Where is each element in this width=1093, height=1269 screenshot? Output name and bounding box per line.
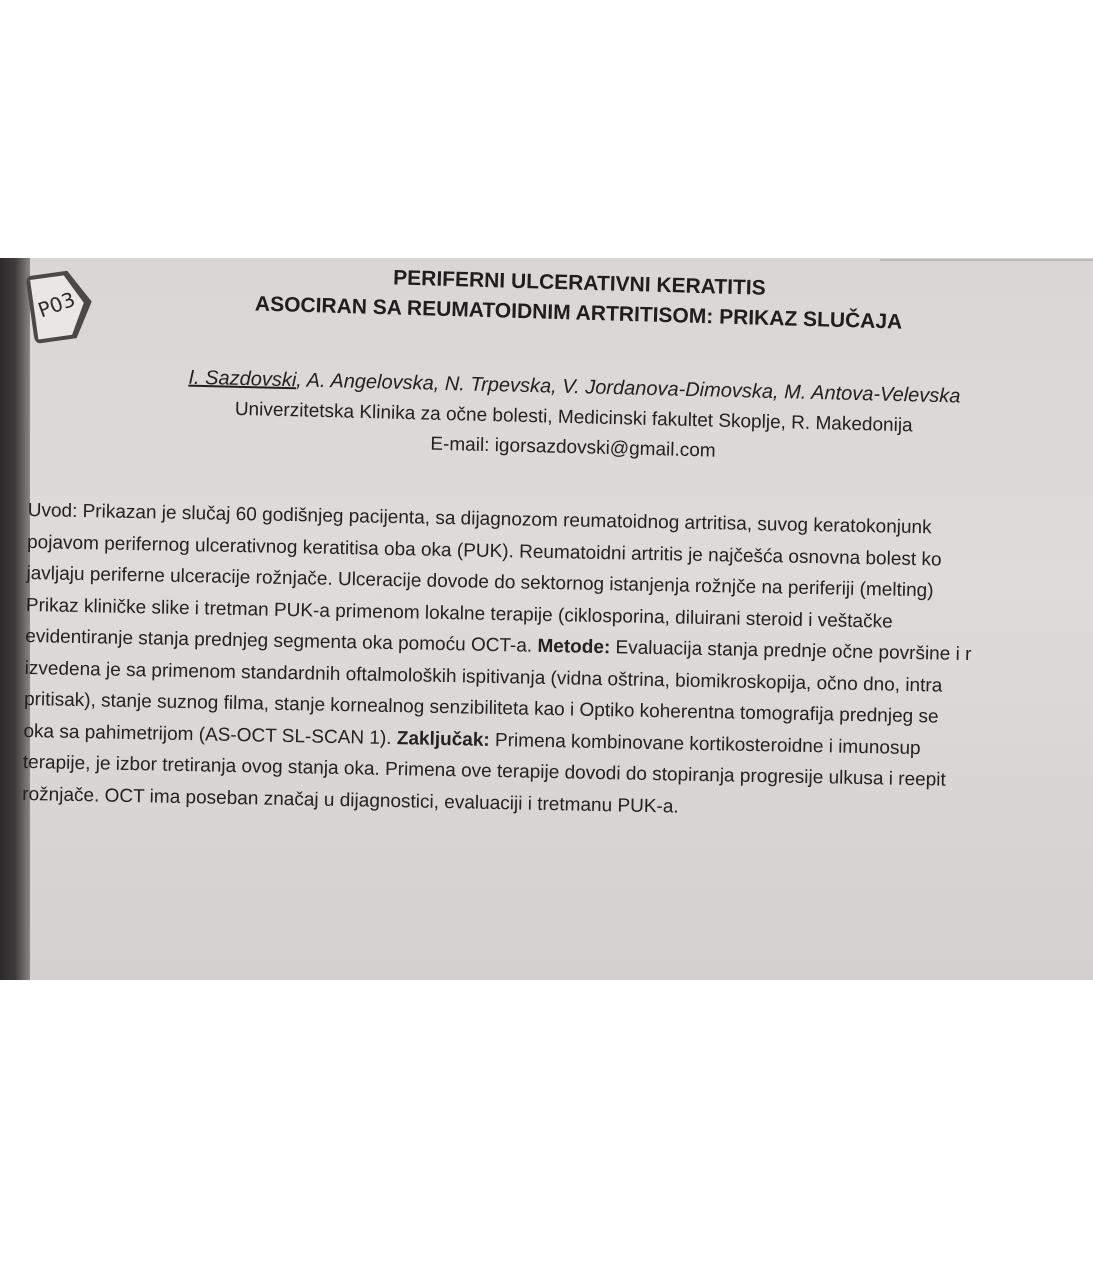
conclusion-label: Zaključak:	[396, 727, 490, 751]
abstract-line: izvedena je sa primenom standardnih oftalmoloških ispitivanja (vidna oštrina, biomikroskopija, očno dno, intra	[24, 657, 943, 697]
abstract-body	[22, 495, 1093, 831]
affiliation: Univerzitetska Klinika za očne bolesti, Medicinski fakultet Skoplje, R. Makedonija	[234, 398, 913, 437]
abstract-line: terapije, je izbor tretiranja ovog stanja oka. Primena ove terapije dovodi do stopiranja progresije ulkusa i reepit	[22, 751, 946, 791]
title-line-2: ASOCIRAN SA REUMATOIDNIM ARTRITISOM: PRIKAZ SLUČAJA	[254, 292, 903, 334]
abstract-line: Prikaz kliničke slike i tretman PUK-a primenom lokalne terapije (ciklosporina, diluirani steroid i veštačke	[25, 594, 893, 633]
methods-label: Metode:	[537, 635, 611, 659]
badge-code: P03	[34, 286, 79, 323]
poster-code-badge	[23, 262, 99, 350]
contact-email: E-mail: igorsazdovski@gmail.com	[430, 433, 716, 462]
co-authors: , A. Angelovska, N. Trpevska, V. Jordanova-Dimovska, M. Antova-Velevska	[296, 369, 961, 408]
abstract-line: javljaju periferne ulceracije rožnjače. Ulceracije dovode do sektornog istanjenja rožnjče na periferiji (melting)	[26, 562, 934, 602]
abstract-text: oka sa pahimetrijom (AS-OCT SL-SCAN 1).	[23, 720, 398, 749]
abstract-line: rožnjače. OCT ima poseban značaj u dijagnostici, evaluaciji i tretmanu PUK-a.	[22, 783, 679, 818]
presenting-author: I. Sazdovski	[188, 366, 297, 392]
abstract-text: evidentiranje stanja prednjeg segmenta oka pomoću OCT-a.	[25, 625, 538, 657]
abstract-text: Evaluacija stanja prednje očne površine i r	[610, 637, 972, 666]
abstract-line: pritisak), stanje suznog filma, stanje kornealnog senzibiliteta kao i Optiko koherentna tomografija prednjeg se	[23, 688, 939, 728]
title-line-1: PERIFERNI ULCERATIVNI KERATITIS	[392, 266, 766, 300]
abstract-line: Uvod: Prikazan je slučaj 60 godišnjeg pacijenta, sa dijagnozom reumatoidnog artritisa, suvog keratokonjunk	[27, 499, 932, 539]
abstract-line: pojavom perifernog ulcerativnog keratitisa oba oka (PUK). Reumatoidni artritis je najčešća osnovna bolest ko	[26, 531, 942, 571]
abstract-text: Primena kombinovane kortikosteroidne i imunosup	[489, 729, 921, 759]
page-top-rule	[880, 259, 1093, 261]
